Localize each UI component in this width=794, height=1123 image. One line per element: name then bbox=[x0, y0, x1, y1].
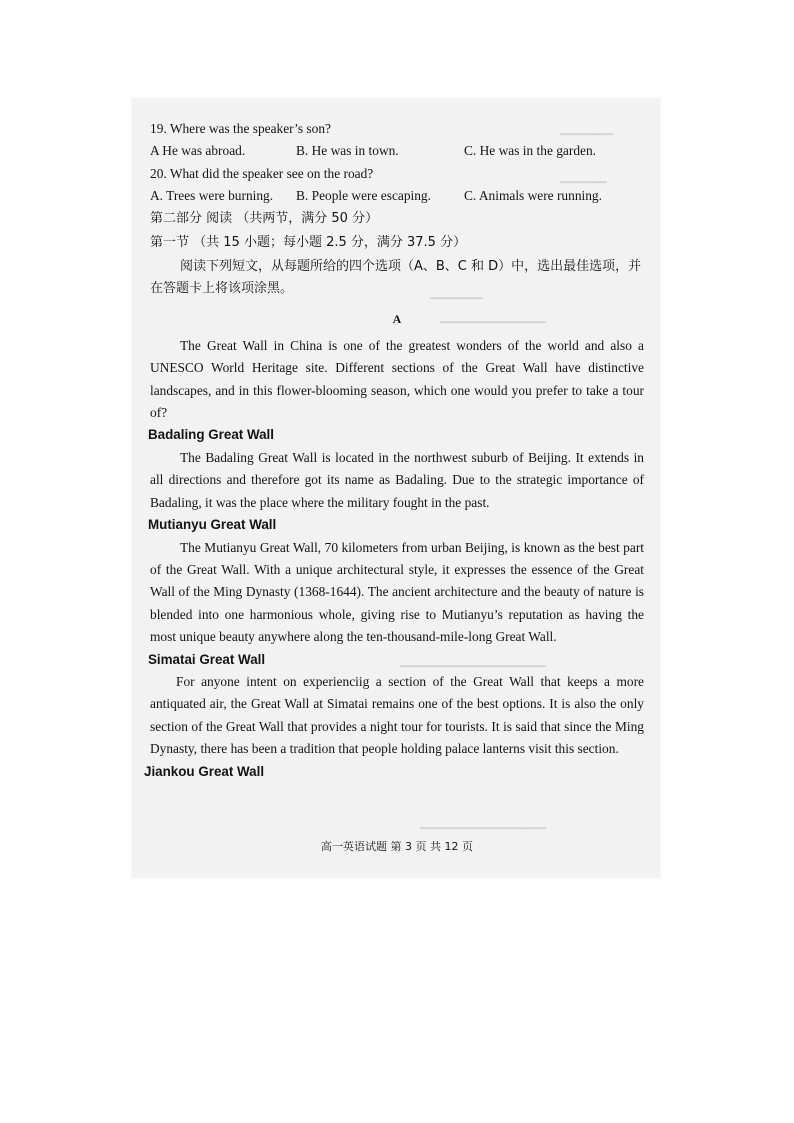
option-b: B. He was in town. bbox=[296, 143, 399, 159]
question-20-stem: 20. What did the speaker see on the road? bbox=[150, 165, 374, 181]
section-one-title: 第一节 （共 15 小题；每小题 2.5 分，满分 37.5 分） bbox=[150, 235, 467, 251]
part-two-title: 第二部分 阅读 （共两节，满分 50 分） bbox=[150, 210, 379, 226]
section-text-badaling: The Badaling Great Wall is located in the northwest suburb of Beijing. It extends in all directions and therefore got its name as Badaling. Due to the strategic importance of Badaling, it was the place where the military fought in the past. bbox=[150, 449, 644, 510]
bleed-through-mark: ━━━━━━━━ bbox=[560, 129, 613, 141]
section-heading-jiankou: Jiankou Great Wall bbox=[144, 763, 265, 779]
option-c: C. He was in the garden. bbox=[464, 143, 597, 159]
bleed-through-mark: ━━━━━━━━━━━━━━━━━━━━━━ bbox=[400, 661, 546, 673]
section-heading-simatai: Simatai Great Wall bbox=[148, 651, 266, 667]
reading-instructions: 阅读下列短文，从每题所给的四个选项（A、B、C 和 D）中，选出最佳选项，并在答题卡上将该项涂黑。 bbox=[150, 259, 642, 297]
option-a: A He was abroad. bbox=[150, 143, 246, 159]
question-19-stem: 19. Where was the speaker’s son? bbox=[150, 121, 331, 136]
bleed-through-mark: ━━━━━━━━ bbox=[430, 293, 483, 305]
page-footer: 高一英语试题 第 3 页 共 12 页 bbox=[321, 840, 473, 853]
option-a: A. Trees were burning. bbox=[150, 188, 274, 204]
passage-intro: The Great Wall in China is one of the greatest wonders of the world and also a UNESCO World Heritage site. Different sections of the Great Wall have distinctive landscapes, and in this flower-blooming season, which one would you prefer to take a tour of? bbox=[150, 337, 644, 421]
passage-label: A bbox=[392, 312, 402, 327]
section-heading-mutianyu: Mutianyu Great Wall bbox=[148, 517, 277, 533]
section-text-mutianyu: The Mutianyu Great Wall, 70 kilometers from urban Beijing, is known as the best part of the Great Wall. With a unique architectural style, it expresses the essence of the Great Wall of the Ming Dynasty (1368-1644). The ancient architecture and the beauty of nature is blended into one harmonious whole, giving rise to Mutianyu’s reputation as having the most unique beauty anywhere along the ten-thousand-mile-long Great Wall. bbox=[150, 539, 644, 645]
bleed-through-mark: ━━━━━━━━━━━━━━━━━━━ bbox=[420, 823, 546, 835]
exam-page bbox=[144, 118, 644, 783]
option-c: C. Animals were running. bbox=[464, 188, 602, 204]
section-heading-badaling: Badaling Great Wall bbox=[148, 427, 274, 443]
question-20-options bbox=[150, 185, 644, 207]
bleed-through-mark: ━━━━━━━━━━━━━━━━ bbox=[440, 317, 546, 329]
question-19-options bbox=[150, 140, 644, 162]
bleed-through-mark: ━━━━━━━ bbox=[560, 177, 607, 189]
section-text-simatai: For anyone intent on experienciig a section of the Great Wall that keeps a more antiquated air, the Great Wall at Simatai remains one of the best options. It is also the only section of the Great Wall that provides a night tour for tourists. It is said that since the Ming Dynasty, there has been a tradition that people holding palace lanterns visit this section. bbox=[150, 673, 644, 757]
option-b: B. People were escaping. bbox=[296, 188, 431, 204]
